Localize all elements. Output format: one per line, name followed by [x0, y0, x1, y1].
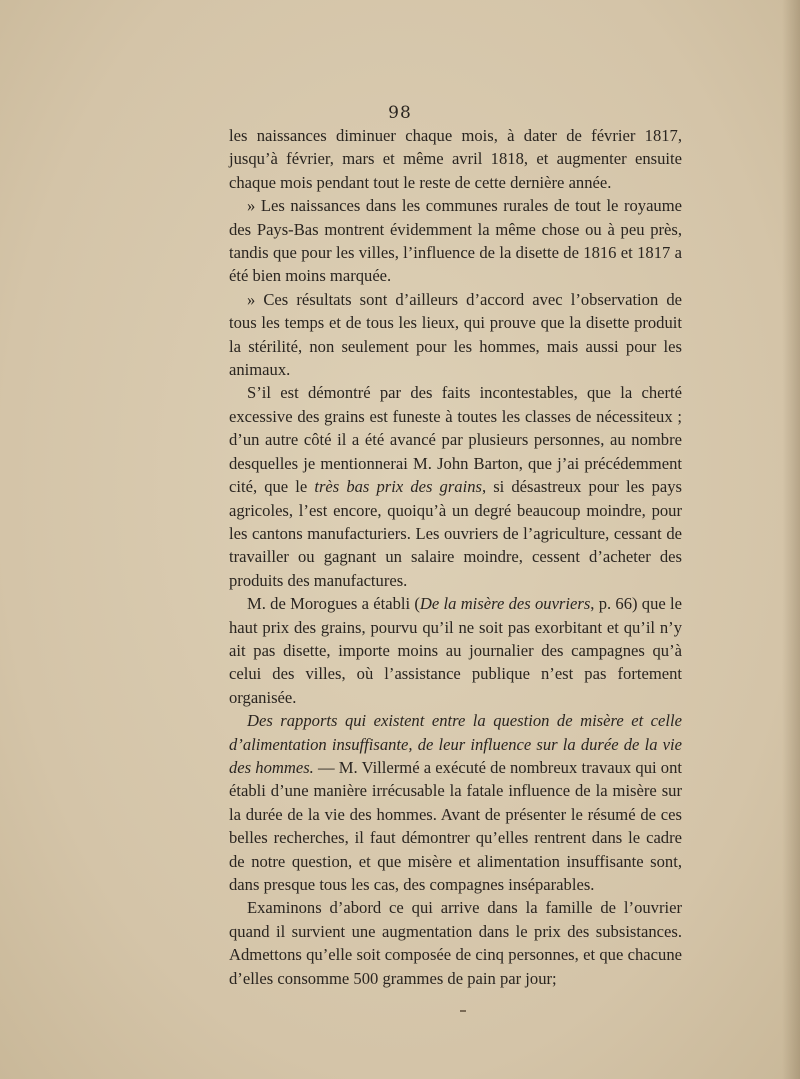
text-run: , si désastreux pour les pays agricoles, l’est encore, quoiqu’à un degré beaucoup moindre, pour les cantons manufacturiers. Les ouvriers de l’agriculture, cessant de travailler ou gagnant un salaire moindre, cessent d’acheter des produits des manufactures.	[229, 477, 682, 590]
text-run: » Les naissances dans les communes rurales de tout le royaume des Pays-Bas montrent évidemment la même chose ou à peu près, tandis que pour les villes, l’influence de la disette de 1816 et 1817 a été bien moins marquée.	[229, 196, 682, 286]
body-text	[229, 124, 682, 990]
text-run: » Ces résultats sont d’ailleurs d’accord avec l’observation de tous les temps et de tous les lieux, qui prouve que la disette produit la stérilité, non seulement pour les hommes, mais aussi pour les animaux.	[229, 289, 682, 380]
page-number: 98	[388, 103, 412, 123]
text-run: — M. Villermé a exécuté de nombreux travaux qui ont établi d’une manière irrécusable la fatale influence de la misère sur la durée de la vie des hommes. Avant de présenter le résumé de ces belles recherches, il faut démontrer qu’elles rentrent dans le cadre de notre question, et que misère et alimentation insuffisante sont, dans presque tous les cas, des compagnes inséparables.	[229, 757, 682, 894]
text-run: S’il est démontré par des faits incontestables, que la cherté excessive des grains est funeste à toutes les classes de nécessiteux ; d’un autre côté il a été avancé par plusieurs personnes, au nombre desquelles je mentionnerai M. John Barton, que j’ai précédemment cité, que le	[229, 383, 682, 497]
text-run: M. de Morogues a établi (	[247, 594, 420, 614]
paragraph	[229, 194, 682, 288]
paragraph	[229, 709, 682, 896]
paragraph	[229, 288, 682, 382]
text-run: les naissances diminuer chaque mois, à dater de février 1817, jusqu’à février, mars et même avril 1818, et augmenter ensuite chaque mois pendant tout le reste de cette dernière année.	[229, 126, 682, 192]
italic-text: très bas prix des grains	[314, 477, 482, 497]
paragraph	[229, 381, 682, 592]
italic-text: De la misère des ouvriers	[419, 594, 591, 614]
italic-text: Des rapports qui existent entre la question de misère et celle d’alimentation insuffisante, de leur influence sur la durée de la vie des hommes.	[229, 711, 682, 777]
text-run: , p. 66) que le haut prix des grains, pourvu qu’il ne soit pas exorbitant et qu’il n’y ait pas disette, importe moins au journalier des campagnes qu’à celui des villes, où l’assistance publique n’est pas fortement organisée.	[229, 594, 682, 707]
ink-mark	[460, 1010, 466, 1012]
page-edge-shadow	[782, 0, 800, 1079]
text-run: Examinons d’abord ce qui arrive dans la famille de l’ouvrier quand il survient une augmentation dans le prix des subsistances. Admettons qu’elle soit composée de cinq personnes, et que chacune d’elles consomme 500 grammes de pain par jour;	[229, 898, 682, 988]
paragraph	[229, 592, 682, 709]
paragraph	[229, 896, 682, 990]
paragraph	[229, 124, 682, 194]
